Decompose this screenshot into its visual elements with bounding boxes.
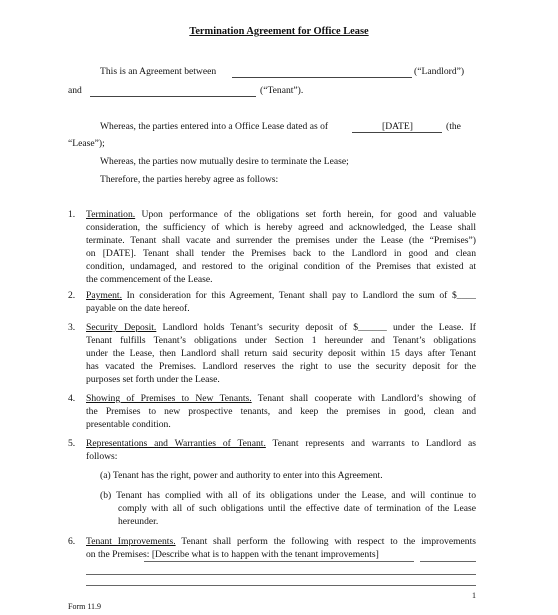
intro-and-text: and [68,85,82,96]
section-2-heading: Payment. [86,290,122,301]
section-3-line: has vacated the Premises. Landlord reserves the right to use the security deposit for the [86,361,476,372]
section-5-line: Representations and Warranties of Tenant. Tenant represents and warrants to Landlord as [86,438,477,449]
section-5-number: 5. [68,438,76,449]
section-2-line: payable on the date hereof. [86,303,190,314]
section-1-line: Termination. Upon performance of the obligations set forth herein, for good and valuable [86,209,476,220]
page-number: 1 [472,591,476,600]
form-number: Form 11.9 [68,602,102,611]
lease-date-placeholder: [DATE] [382,121,413,132]
section-5b-line: hereunder. [118,516,159,527]
section-4-number: 4. [68,393,76,404]
section-1-number: 1. [68,209,76,220]
fill-line [420,561,476,562]
tenant-name-blank [90,88,256,97]
section-4-heading: Showing of Premises to New Tenants. [86,393,252,404]
section-3-line: purposes set forth under the Lease. [86,374,220,385]
whereas-lease-text: Whereas, the parties entered into a Office Lease dated as of [100,121,329,132]
whereas-terminate-text: Whereas, the parties now mutually desire to terminate the Lease; [100,156,349,167]
whereas-lease-term: “Lease”); [68,138,105,149]
section-6-line: Tenant Improvements. Tenant shall perform the following with respect to the improvements [86,536,476,547]
intro-agreement-text: This is an Agreement between [100,66,217,77]
section-5-line: follows: [86,451,118,462]
section-3-line: Tenant fulfills Tenant’s obligations under Section 1 hereunder and Tenant’s obligations [86,335,476,346]
section-1-line: the commencement of the Lease. [86,274,213,285]
section-1-line: on [DATE]. Tenant shall tender the Premises back to the Landlord in good and clean [86,248,476,259]
section-2-line: Payment. In consideration for this Agreement, Tenant shall pay to Landlord the sum of $____ [86,290,476,301]
fill-line [86,574,476,575]
section-4-line: Showing of Premises to New Tenants. Tenant shall cooperate with Landlord’s showing of [86,393,476,404]
section-5a: (a) Tenant has the right, power and authority to enter into this Agreement. [100,470,383,481]
section-4-line: the Premises to new prospective tenants, and keep the premises in good, clean and [86,406,476,417]
section-2-number: 2. [68,290,76,301]
whereas-the-text: (the [446,121,461,132]
section-3-number: 3. [68,322,76,333]
section-6-line: on the Premises: [Describe what is to happen with the tenant improvements] [86,549,379,560]
section-6-description-underline [144,561,414,562]
section-3-heading: Security Deposit. [86,322,157,333]
section-4-line: presentable condition. [86,419,171,430]
landlord-label: (“Landlord”) [414,66,465,77]
section-5b-line: (b) Tenant has complied with all of its obligations under the Lease, and will continue to [100,490,476,501]
therefore-text: Therefore, the parties hereby agree as follows: [100,174,279,185]
section-3-line: Security Deposit. Landlord holds Tenant’s security deposit of $______ under the Lease. If [86,322,476,333]
section-1-heading: Termination. [86,209,136,220]
document-title: Termination Agreement for Office Lease [189,26,369,37]
section-6-number: 6. [68,536,76,547]
section-3-line: under the Lease, then Landlord shall return said security deposit within 15 days after Tenant [86,348,476,359]
section-1-line: terminate. Tenant shall vacate and surrender the premises under the Lease (the “Premises”) [86,235,476,246]
section-1-line: consideration, the sufficiency of which is hereby agreed and acknowledged, the Lease shall [86,222,476,233]
section-1-line: condition, undamaged, and restored to the original condition of the Premises that existed at [86,261,476,272]
section-5b-line: comply with all of such obligations until the effective date of termination of the Lease [118,503,476,514]
tenant-label: (“Tenant”). [260,85,304,96]
section-6-heading: Tenant Improvements. [86,536,176,547]
section-5-heading: Representations and Warranties of Tenant. [86,438,266,449]
fill-line [86,585,476,586]
landlord-name-blank [232,69,412,78]
